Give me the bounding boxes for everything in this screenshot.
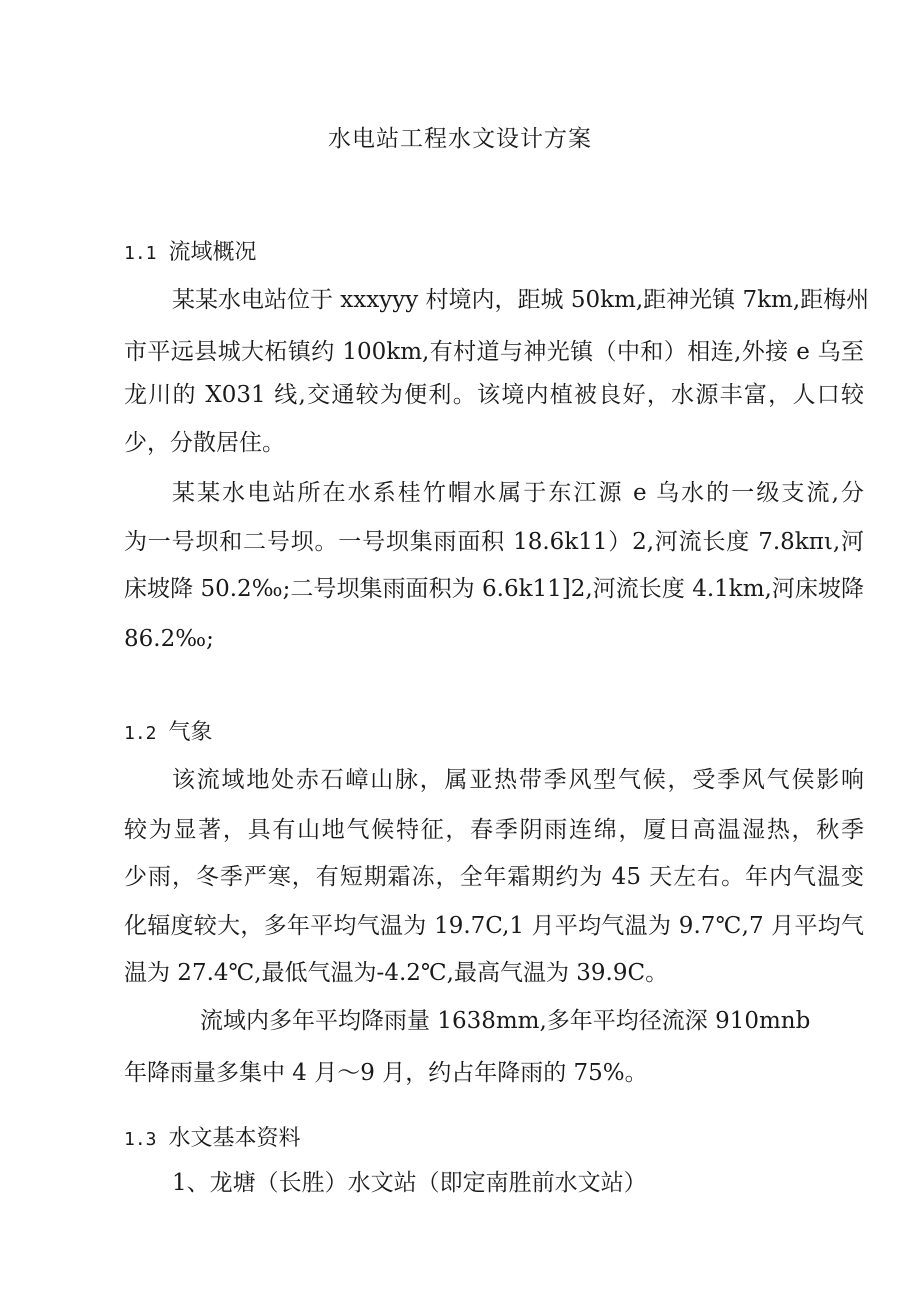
list-item: 1、龙塘（长胜）水文站（即定南胜前水文站） xyxy=(172,1170,647,1196)
section-number: 1.3 xyxy=(124,1129,157,1150)
section-number: 1.1 xyxy=(124,243,157,264)
paragraph-line: 86.2‰; xyxy=(124,626,214,652)
section-title: 水文基本资料 xyxy=(168,1126,301,1151)
section-heading-1-1 xyxy=(124,238,257,269)
paragraph-line: 床坡降 50.2‰;二号坝集雨面积为 6.6k11]2,河流长度 4.1km,河床坡降 xyxy=(124,576,864,602)
paragraph-line: 较为显著，具有山地气候特征，春季阴雨连绵，厦日高温湿热，秋季 xyxy=(124,817,864,843)
section-number: 1.2 xyxy=(124,723,157,744)
paragraph-line: 少，分散居住。 xyxy=(124,430,285,456)
document-title: 水电站工程水文设计方案 xyxy=(328,126,592,152)
paragraph-line: 流域内多年平均降雨量 1638mm,多年平均径流深 910mnb xyxy=(200,1008,811,1034)
paragraph-line: 化辐度较大，多年平均气温为 19.7C,1 月平均气温为 9.7℃,7 月平均气 xyxy=(124,913,864,939)
paragraph-line: 某某水电站所在水系桂竹帽水属于东江源 e 乌水的一级支流,分 xyxy=(172,480,864,506)
section-title: 流域概况 xyxy=(168,240,257,265)
paragraph-line: 年降雨量多集中 4 月～9 月，约占年降雨的 75%。 xyxy=(124,1060,648,1086)
paragraph-line: 温为 27.4℃,最低气温为-4.2℃,最高气温为 39.9C。 xyxy=(124,960,669,986)
section-heading-1-2 xyxy=(124,718,213,749)
paragraph-line: 为一号坝和二号坝。一号坝集雨面积 18.6k11）2,河流长度 7.8kπι,河 xyxy=(124,529,864,555)
paragraph-line: 该流域地处赤石嶂山脉，属亚热带季风型气候，受季风气侯影响 xyxy=(172,767,864,793)
paragraph-line: 市平远县城大柘镇约 100km,有村道与神光镇（中和）相连,外接 e 乌至 xyxy=(124,339,864,365)
paragraph-line: 某某水电站位于 xxxyyy 村境内，距城 50km,距神光镇 7km,距梅州 xyxy=(172,287,870,313)
section-heading-1-3 xyxy=(124,1124,301,1155)
paragraph-line: 少雨，冬季严寒，有短期霜冻，全年霜期约为 45 天左右。年内气温变 xyxy=(124,864,864,890)
section-title: 气象 xyxy=(168,720,213,745)
paragraph-line: 龙川的 X031 线,交通较为便利。该境内植被良好，水源丰富，人口较 xyxy=(124,382,864,408)
